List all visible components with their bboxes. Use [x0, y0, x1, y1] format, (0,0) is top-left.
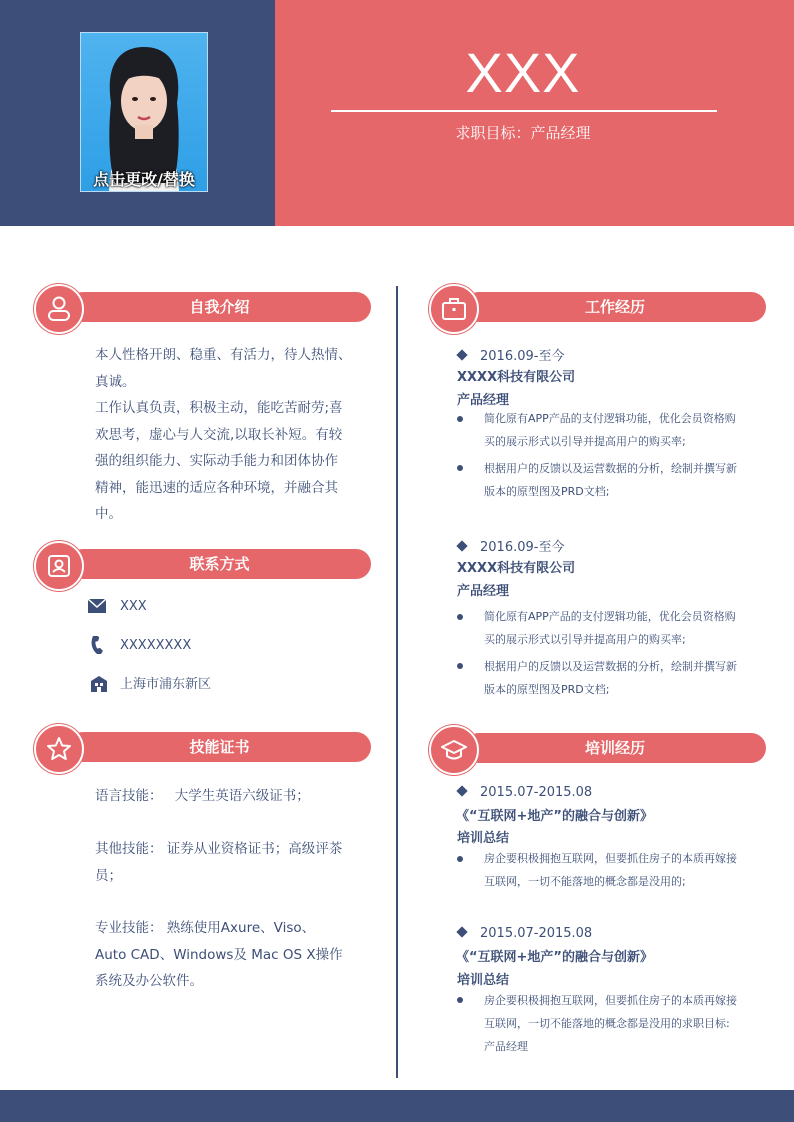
about-line: 强的组织能力、实际动手能力和团体协作 — [95, 453, 338, 469]
work-role: 产品经理 — [457, 584, 510, 599]
pro-skill-line: Auto CAD、Windows及 Mac OS X操作 — [95, 946, 343, 963]
address-value: 上海市浦东新区 — [120, 677, 212, 692]
diamond-bullet-icon — [456, 349, 467, 360]
work-bullet — [484, 457, 754, 503]
work-date — [458, 345, 564, 364]
work-role: 产品经理 — [457, 393, 510, 408]
pro-skill-line: 系统及办公软件。 — [95, 973, 203, 989]
training-bullet-line: 房企要积极拥抱互联网，但要抓住房子的本质再嫁接 — [484, 852, 737, 865]
training-date-text: 2015.07-2015.08 — [480, 785, 593, 800]
work-bullet-line: 版本的原型图及PRD文档; — [484, 485, 610, 498]
work-bullet-line: 简化原有APP产品的支付逻辑功能，优化会员资格购 — [484, 412, 736, 425]
phone-icon — [88, 636, 106, 654]
bullet-dot-icon — [457, 856, 463, 862]
about-line: 本人性格开朗、稳重、有活力，待人热情、 — [95, 347, 352, 363]
contact-section-header — [68, 549, 371, 579]
language-skill-label: 语言技能： — [95, 788, 163, 804]
training-summary-label: 培训总结 — [457, 831, 510, 846]
about-icon-badge — [34, 284, 84, 334]
about-line: 真诚。 — [95, 373, 136, 390]
profile-photo[interactable] — [80, 32, 208, 192]
work-bullet-line: 买的展示形式以引导并提高用户的购买率; — [484, 633, 686, 646]
work-date-text: 2016.09-至今 — [480, 349, 565, 364]
about-line: 精神，能迅速的适应各种环境，并融合其 — [95, 479, 338, 496]
contact-email[interactable] — [88, 597, 348, 617]
other-skill-line: 员； — [95, 867, 122, 884]
building-icon — [90, 675, 108, 693]
work-date — [458, 536, 564, 555]
header-right-panel — [275, 0, 794, 226]
graduation-cap-icon — [441, 737, 467, 763]
user-icon — [46, 296, 72, 322]
photo-replace-caption[interactable]: 点击更改/替换 — [93, 170, 195, 189]
about-line: 欢思考，虚心与人交流,以取长补短。有较 — [95, 426, 343, 443]
training-date-text: 2015.07-2015.08 — [480, 926, 593, 941]
language-skill — [95, 783, 355, 810]
mail-icon — [88, 599, 106, 613]
bullet-dot-icon — [457, 465, 463, 471]
training-date — [458, 926, 592, 941]
work-bullet — [484, 407, 754, 453]
diamond-bullet-icon — [456, 926, 467, 937]
training-bullet — [484, 989, 754, 1058]
skills-icon-badge — [34, 724, 84, 774]
about-line: 工作认真负责，积极主动，能吃苦耐劳;喜 — [95, 400, 343, 416]
training-bullet-line: 房企要积极拥抱互联网，但要抓住房子的本质再嫁接 — [484, 994, 737, 1007]
bullet-dot-icon — [457, 614, 463, 620]
about-text — [95, 342, 365, 528]
diamond-bullet-icon — [456, 540, 467, 551]
work-bullet — [484, 655, 754, 701]
training-icon-badge — [429, 725, 479, 775]
training-bullet-line: 互联网，一切不能落地的概念都是没用的求职目标: — [484, 1017, 730, 1030]
other-skill — [95, 836, 355, 889]
skills-section-header — [68, 732, 371, 762]
about-section-header — [68, 292, 371, 322]
work-bullet-line: 根据用户的反馈以及运营数据的分析，绘制并撰写新 — [484, 660, 737, 673]
about-line: 中。 — [95, 506, 122, 522]
email-value: XXX — [120, 599, 147, 614]
phone-value: XXXXXXXX — [120, 638, 192, 653]
bullet-dot-icon — [457, 997, 463, 1003]
training-date — [458, 785, 592, 800]
contact-section-title: 联系方式 — [189, 555, 250, 573]
work-company: XXXX科技有限公司 — [457, 370, 576, 385]
bullet-dot-icon — [457, 416, 463, 422]
work-section-header — [464, 292, 766, 322]
training-course: 《“互联网+地产”的融合与创新》 — [456, 809, 653, 824]
training-course: 《“互联网+地产”的融合与创新》 — [456, 950, 653, 965]
star-icon — [46, 736, 72, 762]
footer-bar — [0, 1090, 794, 1122]
skills-section-title: 技能证书 — [189, 738, 250, 756]
work-bullet — [484, 605, 754, 651]
work-bullet-line: 买的展示形式以引导并提高用户的购买率; — [484, 435, 686, 448]
diamond-bullet-icon — [456, 785, 467, 796]
pro-skill-line: 专业技能： 熟练使用Axure、Viso、 — [95, 920, 316, 936]
training-summary-label: 培训总结 — [457, 973, 510, 988]
bullet-dot-icon — [457, 663, 463, 669]
work-bullet-line: 版本的原型图及PRD文档; — [484, 683, 610, 696]
contact-address — [88, 675, 348, 695]
contact-phone[interactable] — [88, 636, 348, 656]
work-bullet-line: 根据用户的反馈以及运营数据的分析，绘制并撰写新 — [484, 462, 737, 475]
training-section-header — [464, 733, 766, 763]
work-company: XXXX科技有限公司 — [457, 561, 576, 576]
briefcase-icon — [441, 296, 467, 322]
work-section-title: 工作经历 — [584, 298, 645, 316]
language-skill-value: 大学生英语六级证书； — [174, 788, 310, 804]
person-silhouette-icon — [81, 33, 207, 191]
contact-icon-badge — [34, 541, 84, 591]
about-section-title: 自我介绍 — [189, 298, 250, 316]
training-bullet-line: 产品经理 — [484, 1040, 528, 1053]
training-section-title: 培训经历 — [584, 739, 645, 757]
id-card-icon — [46, 553, 72, 579]
pro-skill — [95, 915, 365, 995]
header-divider — [331, 110, 717, 112]
work-date-text: 2016.09-至今 — [480, 540, 565, 555]
work-icon-badge — [429, 284, 479, 334]
column-divider — [396, 286, 398, 1078]
job-target: 求职目标：产品经理 — [455, 124, 591, 142]
training-bullet-line: 互联网，一切不能落地的概念都是没用的; — [484, 875, 686, 888]
candidate-name: XXX — [465, 41, 581, 104]
other-skill-line: 其他技能： 证券从业资格证书；高级评茶 — [95, 841, 343, 857]
training-bullet — [484, 847, 754, 893]
work-bullet-line: 简化原有APP产品的支付逻辑功能，优化会员资格购 — [484, 610, 736, 623]
